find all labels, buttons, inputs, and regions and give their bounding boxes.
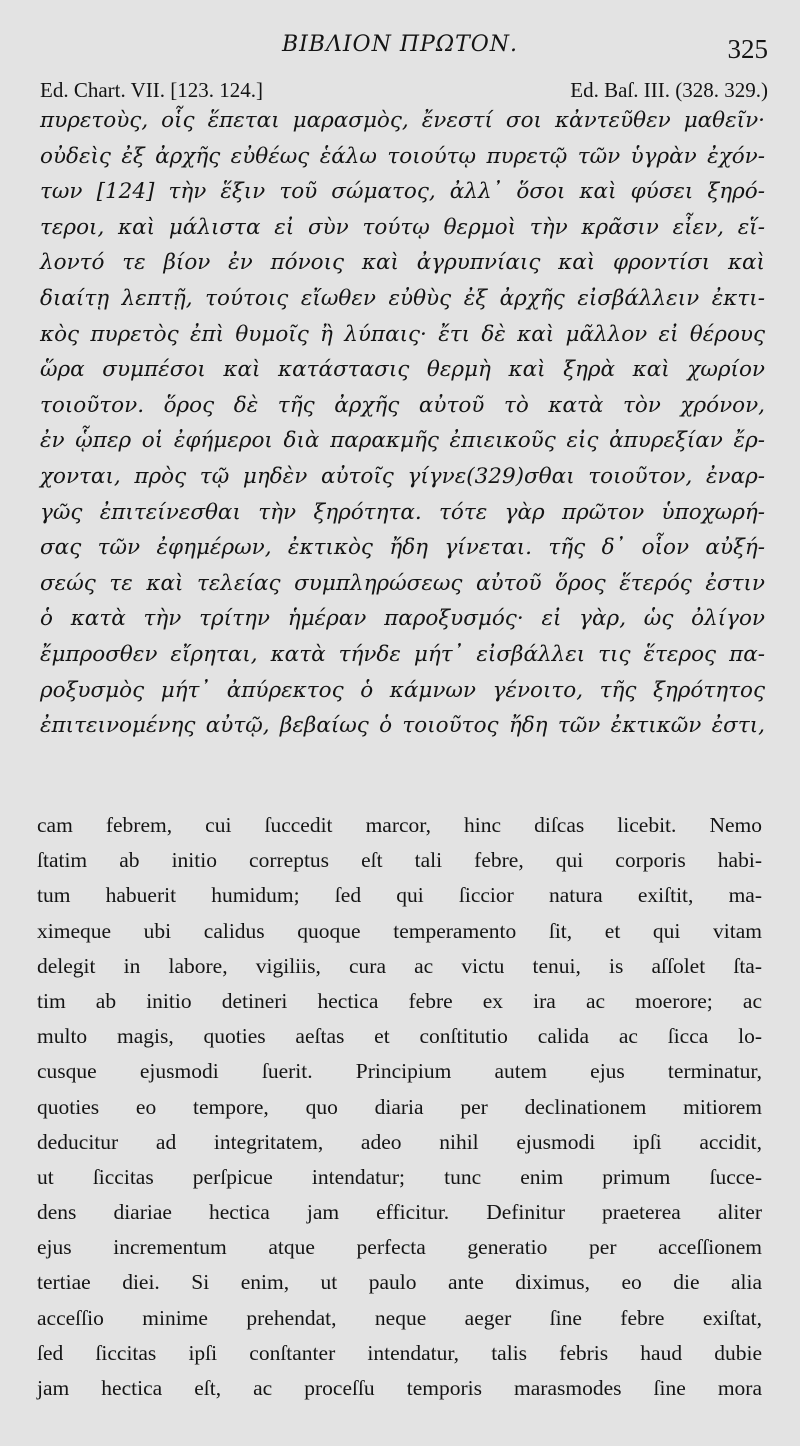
greek-text-line: σας τῶν ἐφημέρων, ἐκτικὸς ἤδη γίνεται. τῆς δ᾽ οἷον αὐξή- — [40, 535, 765, 561]
greek-text-line: σεώς τε καὶ τελείας συμπληρώσεως αὐτοῦ ὅρος ἕτερός ἐστιν — [40, 570, 765, 596]
latin-text-line: cam febrem, cui ſuccedit marcor, hinc diſcas licebit. Nemo — [37, 813, 762, 837]
greek-text-block — [40, 103, 765, 744]
running-head-title: ΒΙΒΛΙΟΝ ΠΡΩΤΟΝ. — [281, 32, 519, 57]
latin-text-line: tertiae diei. Si enim, ut paulo ante diximus, eo die alia — [37, 1270, 762, 1295]
latin-text-line: ejus incrementum atque perfecta generatio per acceſſionem — [37, 1235, 762, 1260]
latin-text-line: acceſſio minime prehendat, neque aeger ſine febre exiſtat, — [37, 1305, 762, 1330]
greek-text-line: ροξυσμὸς μήτ᾽ ἀπύρεκτος ὁ κάμνων γένοιτο, τῆς ξηρότητος — [40, 677, 765, 703]
greek-text-line: ἐν ᾧπερ οἱ ἐφήμεροι διὰ παρακμῆς ἐπιεικοῦς εἰς ἀπυρεξίαν ἔρ- — [40, 428, 765, 454]
latin-text-line: ximeque ubi calidus quoque temperamento ſit, et qui vitam — [37, 918, 762, 943]
greek-text-line: οὐδεὶς ἐξ ἀρχῆς εὐθέως ἑάλω τοιούτῳ πυρετῷ τῶν ὑγρὰν ἐχόν- — [40, 143, 765, 169]
greek-text-line: ἐπιτεινομένης αὐτῷ, βεβαίως ὁ τοιοῦτος ἤδη τῶν ἐκτικῶν ἐστι, — [40, 713, 765, 739]
greek-text-line: ὁ κατὰ τὴν τρίτην ἡμέραν παροξυσμός· εἰ γὰρ, ὡς ὀλίγον — [40, 606, 765, 632]
latin-text-line: deducitur ad integritatem, adeo nihil ejusmodi ipſi accidit, — [37, 1129, 762, 1154]
latin-text-line: dens diariae hectica jam efficitur. Definitur praeterea aliter — [37, 1200, 762, 1225]
latin-text-block — [37, 808, 762, 1406]
latin-text-line: ſed ſiccitas ipſi conſtanter intendatur, talis febris haud dubie — [37, 1340, 762, 1365]
edition-reference-basel: Ed. Baſ. III. (328. 329.) — [570, 78, 768, 102]
greek-text-line: διαίτῃ λεπτῇ, τούτοις εἴωθεν εὐθὺς ἐξ ἀρχῆς εἰσβάλλειν ἐκτι- — [40, 285, 765, 311]
greek-text-line: χονται, πρὸς τῷ μηδὲν αὐτοῖς γίγνε(329)σθαι τοιοῦτον, ἐναρ- — [40, 463, 765, 489]
latin-text-line: delegit in labore, vigiliis, cura ac victu tenui, is aſſolet ſta- — [37, 953, 762, 978]
latin-text-line: quoties eo tempore, quo diaria per declinationem mitiorem — [37, 1094, 762, 1119]
latin-text-line: tim ab initio detineri hectica febre ex ira ac moerore; ac — [37, 988, 762, 1013]
greek-text-line: κὸς πυρετὸς ἐπὶ θυμοῖς ἢ λύπαις· ἔτι δὲ καὶ μᾶλλον εἰ θέρους — [40, 321, 765, 347]
greek-text-line: των [124] τὴν ἕξιν τοῦ σώματος, ἀλλ᾽ ὅσοι καὶ φύσει ξηρό- — [40, 179, 765, 205]
greek-text-line: ἔμπροσθεν εἴρηται, κατὰ τήνδε μήτ᾽ εἰσβάλλει τις ἕτερος πα- — [40, 641, 765, 667]
latin-text-line: cusque ejusmodi ſuerit. Principium autem ejus terminatur, — [37, 1059, 762, 1084]
greek-text-line: τοιοῦτον. ὅρος δὲ τῆς ἀρχῆς αὐτοῦ τὸ κατὰ τὸν χρόνον, — [40, 392, 765, 418]
greek-text-line: ὥρα συμπέσοι καὶ κατάστασις θερμὴ καὶ ξηρὰ καὶ χωρίον — [40, 357, 765, 383]
latin-text-line: multo magis, quoties aeſtas et conſtitutio calida ac ſicca lo- — [37, 1024, 762, 1049]
page-number: 325 — [727, 34, 768, 64]
latin-text-line: ut ſiccitas perſpicue intendatur; tunc enim primum ſucce- — [37, 1164, 762, 1189]
greek-text-line: λοντό τε βίον ἐν πόνοις καὶ ἀγρυπνίαις καὶ φροντίσι καὶ — [40, 250, 765, 276]
latin-text-line: tum habuerit humidum; ſed qui ſiccior natura exiſtit, ma- — [37, 883, 762, 908]
latin-text-line: ſtatim ab initio correptus eſt tali febre, qui corporis habi- — [37, 848, 762, 873]
greek-text-line: πυρετοὺς, οἷς ἕπεται μαρασμὸς, ἔνεστί σοι κἀντεῦθεν μαθεῖν· — [40, 108, 765, 133]
greek-text-line: τεροι, καὶ μάλιστα εἰ σὺν τούτῳ θερμοὶ τὴν κρᾶσιν εἶεν, εἵ- — [40, 214, 765, 240]
latin-text-line: jam hectica eſt, ac proceſſu temporis marasmodes ſine mora — [37, 1376, 762, 1400]
edition-reference-chartier: Ed. Chart. VII. [123. 124.] — [40, 78, 263, 102]
greek-text-line: γῶς ἐπιτείνεσθαι τὴν ξηρότητα. τότε γὰρ πρῶτον ὑποχωρή- — [40, 499, 765, 525]
